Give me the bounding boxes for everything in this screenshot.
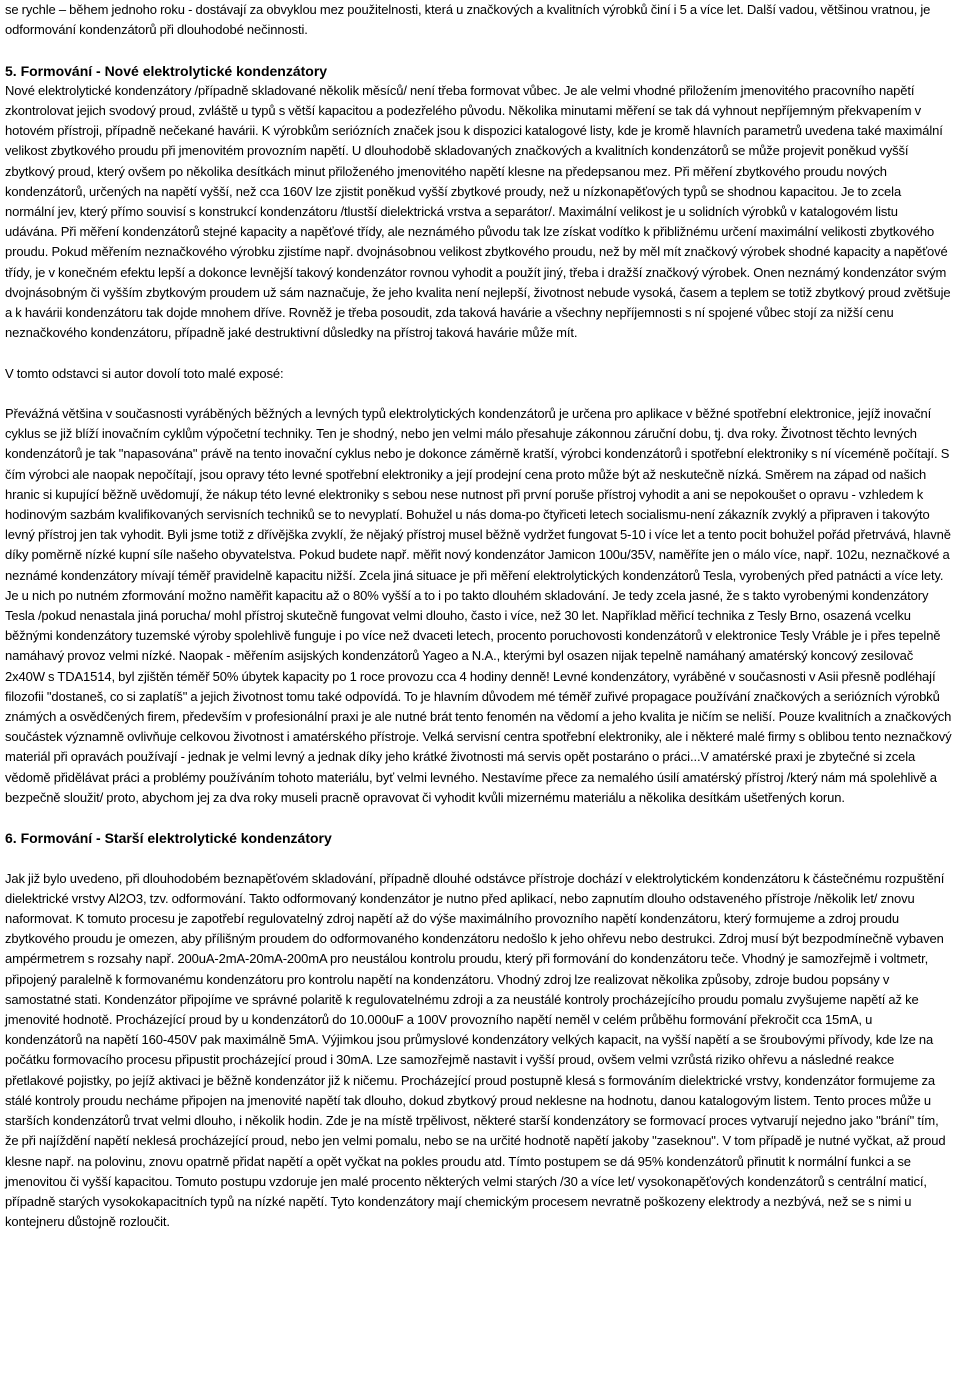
spacer (5, 848, 952, 868)
section-6-heading: 6. Formování - Starší elektrolytické kondenzátory (5, 830, 332, 847)
section-5-body: Nové elektrolytické kondenzátory /případně skladované několik měsíců/ není třeba formovat vůbec. Je ale velmi vhodné přiložením jmenovitého pracovního napětí zkontrolovat jejich svodový proud, zvláště u typů s větší kapacitou a podezřelého původu. Několika minutami měření se tak dá vyhnout nepříjemným překvapením v hotovém přístroji, případně nečekané havárii. K výrobkům seriózních značek jsou k dispozici katalogové listy, kde je kromě hlavních parametrů uvedena také maximální velikost zbytkového proudu při jmenovitém provozním napětí. U dlouhodobě skladovaných značkových a kvalitních kondenzátorů se může projevit poněkud vyšší zbytkový proud, který ovšem po několika desítkách minut přiloženého jmenovitého napětí klesne na předepsanou mez. Při měření zbytkového proudu nových kondenzátorů, určených na napětí vyšší, než cca 160V lze zjistit poněkud vyšší zbytkové proudy, než u nízkonapěťových typů se shodnou kapacitou. Je to zcela normální jev, který přímo souvisí s konstrukcí kondenzátoru /tlustší dielektrická vrstva a separátor/. Maximální velikost je u solidních výrobků v katalogovém listu udávána. Při měření kondenzátorů stejné kapacity a napěťové třídy, ale neznámého původu tak lze získat vodítko k přibližnému určení maximální velikosti zbytkového proudu. Pokud měřením neznačkového výrobku zjistíme např. dvojnásobnou velikost zbytkového proudu, než by měl mít značkový výrobek shodné kapacity a napěťové třídy, je v konečném efektu lepší a dokonce levnější takový kondenzátor rovnou vyhodit a použít jiný, třeba i dražší značkový výrobek. Onen neznámý kondenzátor svým dvojnásobným či vyšším zbytkovým proudem už sám naznačuje, že jeho kvalita není nejlepší, životnost nebude vysoká, časem a teplem se totiž zbytkový proud zvětšuje a k havárii kondenzátoru tak dojde mnohem dříve. Rovněž je třeba posoudit, zda taková havárie a všechny nepříjemnosti s ní spojené vůbec stojí za nižší cenu neznačkového kondenzátoru, případně jaké destruktivní důsledky na přístroj taková havárie může mít. (5, 82, 951, 341)
document-page (5, 0, 952, 1232)
spacer (5, 384, 952, 404)
section-6-body: Jak již bylo uvedeno, při dlouhodobém beznapěťovém skladování, případně dlouhé odstávce přístroje dochází v elektrolytickém kondenzátoru k částečnému rozpuštění dielektrické vrstvy Al2O3, tzv. odformování. Takto odformovaný kondenzátor je nutno před aplikací, nebo zapnutím dlouho odstaveného přístroje /několik let/ znovu naformovat. K tomuto procesu je zapotřebí regulovatelný zdroj napětí až do výše maximálního provozního napětí kondenzátoru, který formujeme a zdroj proudu zbytkového proudu je omezen, aby přílišným proudem do odformovaného kondenzátoru nedošlo k jeho ohřevu nebo destrukci. Zdroj musí být bezpodmínečně vybaven ampérmetrem s rozsahy např. 200uA-2mA-20mA-200mA pro neustálou kontrolu proudu, který při formování do kondenzátoru teče. Vhodný je samozřejmě i voltmetr, připojený paralelně k formovanému kondenzátoru pro kontrolu napětí na kondenzátoru. Vhodný zdroj lze realizovat několika způsoby, zdroje budou popsány v samostatné stati. Kondenzátor připojíme ve správné polaritě k regulovatelnému zdroji a za neustálé kontroly procházejícího proudu pomalu zvyšujeme napětí až ke jmenovité hodnotě. Procházející proud by u kondenzátorů do 10.000uF a 100V provozního napětí neměl v celém průběhu formování překročit cca 15mA, u kondenzátorů na napětí 160-450V pak maximálně 5mA. Výjimkou jsou průmyslové kondenzátory velkých kapacit, na vyšší napětí a se šroubovými přívody, kde lze na počátku formovacího procesu připustit procházející proud i 30mA. Lze samozřejmě nastavit i vyšší proud, ovšem velmi vzrůstá riziko ohřevu a následné reakce přetlakové pojistky, po jejíž aktivaci je běžně kondenzátor již k ničemu. Procházející proud postupně klesá s formováním dielektrické vrstvy, kondenzátor formujeme za stálé kontroly proudu necháme připojen na jmenovité napětí tak dlouho, dokud zbytkový proud neklesne na hodnotu, danou katalogovým listem. Tento proces může u starších kondenzátorů trvat velmi dlouho, i několik hodin. Zde je na místě trpělivost, některé starší kondenzátory se formovací proces vytvarují nejedno jako "brání" tím, že při najíždění napětí neklesá procházející proud, nebo jen velmi pomalu, nebo se na určité hodnotě napětí jakoby "zaseknou". V tom případě je nutné vyčkat, až proud klesne např. na polovinu, znovu opatrně přidat napětí a opět vyčkat na pokles proudu atd. Tímto postupem se dá 95% kondenzátorů přinutit k normální funkci a se jmenovitou či vyšší kapacitou. Tomuto postupu vzdoruje jen malé procento některých velmi starých /30 a více let/ vysokonapěťových kondenzátorů s centrální maticí, případně starých vysokokapacitních typů na nízké napětí. Tyto kondenzátory mají chemickým procesem nevratně poškozeny elektrody a nezbývá, než se s nimi u kontejneru důstojně rozloučit. (5, 870, 946, 1230)
intro-paragraph: se rychle – během jednoho roku - dostávají za obvyklou mez použitelnosti, která u značkových a kvalitních výrobků činí i 5 a více let. Další vadou, většinou vratnou, je odformování kondenzátorů při dlouhodobé nečinnosti. (5, 2, 931, 38)
spacer (5, 40, 952, 60)
spacer (5, 808, 952, 828)
expose-intro: V tomto odstavci si autor dovolí toto malé exposé: (5, 365, 284, 381)
section-5-heading: 5. Formování - Nové elektrolytické kondenzátory (5, 62, 328, 79)
expose-body (5, 404, 952, 808)
spacer (5, 343, 952, 363)
expose-body-text: Převážná většina v současnosti vyráběných běžných a levných typů elektrolytických kondenzátorů je určena pro aplikace v běžné spotřební elektronice, jejíž inovační cyklus se již blíží inovačním cyklům výpočetní techniky. Ten je shodný, nebo jen velmi málo přesahuje zákonnou záruční dobu, tj. dva roky. Životnost těchto levných kondenzátorů je tak "napasována" právě na tento inovační cyklus nebo je dokonce záměrně kratší, výrobci kondenzátorů i spotřební elektroniky s ní víceméně počítají. S čím výrobci ale naopak nepočítají, jsou opravy této levné spotřební elektroniky a její prodejní cena proto může být až neskutečně nízká. Směrem na západ od našich hranic si kupující běžně uvědomují, že nákup této levné elektroniky s sebou nese nutnost při první poruše přístroj vyhodit a ani se nepokoušet o opravu - vzhledem k hodinovým sazbám kvalifikovaných servisních techniků se to nevyplatí. Bohužel u nás doma-po čtyřiceti letech socialismu-není zákazník zvyklý a připraven i takovýto levný přístroj jen tak vyhodit. Byli jsme totiž z dřívějška zvyklí, že nějaký přístroj musel běžně vydržet fungovat 5-10 i více let a tento pocit bohužel pořád přetrvává, hlavně díky poměrně nízké kupní síle našeho obyvatelstva. Pokud budete např. měřit nový kondenzátor Jamicon 100u/35V, naměříte jen o málo více, např. 102u, neznačkové a neznámé kondenzátory mívají téměř pravidelně kapacitu nižší. Zcela jiná situace je při měření elektrolytických kondenzátorů Tesla, vyrobených před patnácti a více lety. Je u nich po nutném zformování možno naměřit kapacitu až o 80% vyšší a to i po takto dlouhém skladování. Je tedy zcela jasné, že s takto vyrobenými kondenzátory Tesla /pokud nenastala jiná porucha/ mohl přístroj skutečně fungovat velmi dlouho, často i více, než 30 let. Například měřicí technika z Tesly Brno, osazená vcelku běžnými kondenzátory tuzemské výroby spolehlivě funguje i po více než dvaceti letech, procento poruchovosti kondenzátorů v elektronice Tesly Vráble je i přes tepelně namáhavý provoz velmi nízké. Naopak - měřením asijských kondenzátorů Yageo a N.A., kterými byl osazen nijak tepelně namáhaný amatérský koncový zesilovač 2x40W s TDA1514, byl zjištěn téměř 50% úbytek kapacity po 1 roce provozu cca 4 hodiny denně! Levné kondenzátory, vyráběné v současnosti v Asii přesně podléhají filozofii "dostaneš, co si zaplatíš" a jejich životnost tomu také odpovídá. To je hlavním důvodem mé téměř zuřivé propagace používání značkových a seriózních výrobků známých a osvědčených firem, především v profesionální praxi je ale nutné brát tento fenomén na vědomí a jeho kvalita je ničím se neliší. Pouze kvalitních a značkových součástek významně ovlivňuje celkovou životnost i amatérského přístroje. Velká servisní centra spotřební elektroniky, ale i některé malé firmy s oblibou tento neznačkový materiál při opravách používají - jednak je velmi levný a jednak díky jeho krátké životnosti má servis opět postaráno o práci...V amatérské praxi je zbytečné si zcela vědomě přidělávat práci a problémy používáním tohoto materiálu, byť velmi levného. Nestavíme přece za nemalého úsilí amatérský přístroj /který nám má spolehlivě a bezpečně sloužit/ proto, abychom jej za dva roky museli pracně opravovat či vyhodit kvůli mizernému materiálu a několika desítkám ušetřených korun. (5, 406, 952, 805)
